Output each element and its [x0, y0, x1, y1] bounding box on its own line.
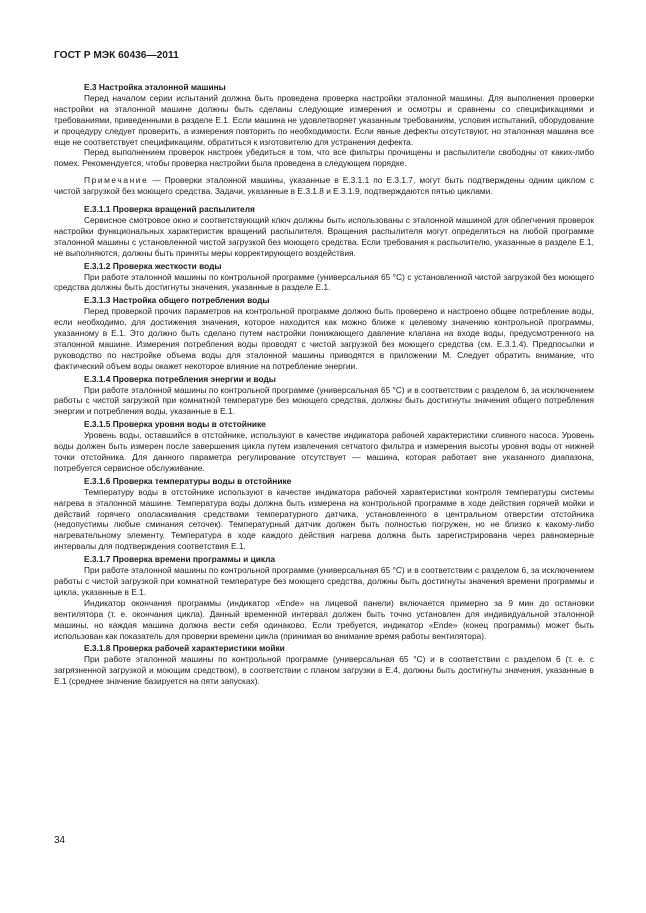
- body-paragraph: При работе эталонной машины по контрольной программе (универсальная 65 °С) и в соответствии с разделом 6 (т. е. с загрязненной загрузкой и моющим средством), в соответствии с планом загрузки в Е.4, должны быть достигнуты значения, указанные в Е.1 (среднее значение базируется на пяти запусках).: [54, 654, 594, 687]
- section-heading: Е.3.1.3 Настройка общего потребления воды: [84, 295, 270, 306]
- section-heading: Е.3.1.5 Проверка уровня воды в отстойнике: [84, 419, 266, 430]
- body-paragraph: При работе эталонной машины по контрольной программе (универсальная 65 °С) и в соответствии с разделом 6, за исключением работы с чистой загрузкой при комнатной температуре без моющего средства, должны быть достигнуты значения общего потребления энергии и потребления воды, указанные в Е.1.: [54, 384, 594, 417]
- note-paragraph: [54, 175, 594, 197]
- standard-header: ГОСТ Р МЭК 60436—2011: [54, 50, 179, 61]
- note-label: Примечание: [84, 175, 149, 186]
- body-paragraph: Уровень воды, оставшийся в отстойнике, используют в качестве индикатора рабочей характеристики сливного насоса. Уровень воды должен быть измерен после завершения цикла путем извлечения сетчатого фильтра и измерения высоты уровня воды от нижней точки отстойника. Для данного параметра регулирование отсутствует — машина, которая работает вне указанного диапазона, потребуется сервисное обслуживание.: [54, 430, 594, 473]
- body-paragraph: Перед выполнением проверок настроек убедиться в том, что все фильтры прочищены и распылители свободны от каких-либо помех. Рекомендуется, чтобы проверка настройки была проведена в следующем порядке.: [54, 147, 594, 169]
- section-heading: Е.3.1.8 Проверка рабочей характеристики мойки: [84, 643, 285, 654]
- body-paragraph: Индикатор окончания программы (индикатор «Ende» на лицевой панели) включается примерно за 9 мин до остановки вентилятора (т. е. окончания цикла). Данный временной интервал должен быть точно установлен для индивидуальной эталонной машины, но каждая машина должна вести себя одинаково. Если требуется, индикатор «Ende» (конец программы) может быть использован как показатель для проверки времени цикла (принимая во внимание время работы вентилятора).: [54, 597, 594, 641]
- section-heading: Е.3.1.6 Проверка температуры воды в отстойнике: [84, 475, 292, 486]
- body-paragraph: Температуру воды в отстойнике используют в качестве индикатора рабочей характеристики контроля температуры системы нагрева в эталонной машине. Температура воды должна быть измерена на контрольной программе в ходе действия горячей мойки и действий горячего ополаскивания средствами температурного датчика, установленного в центральном отверстии отстойника (недопустимы любые сминания сеточек). Температурный датчик должен быть полностью погружен, но не близко к какому-либо нагревательному элементу. Температура в ходе каждого действия нагрева должна быть зарегистрирована через равномерные интервалы для подтверждения соответствия Е.1.: [54, 486, 594, 552]
- document-body: [54, 80, 594, 687]
- body-paragraph: Перед проверкой прочих параметров на контрольной программе должно быть проверено и настроено общее потребление воды, если необходимо, для достижения значения, которое находится как можно ближе к целевому значению контрольной программы, указанному в Е.1. Это должно быть сделано путем настройки понижающего давление клапана на входе воды, предусмотренного на эталонной машине. Измерения потребления воды проводят с чистой загрузкой без моющего средства (см. Е.3.1.4). Предпосылки и руководство по настройке объема воды для эталонной машины приводятся в приложении М. Следует обратить внимание, что фактический объем воды окажет некоторое влияние на потребление энергии.: [54, 306, 594, 371]
- section-heading: Е.3 Настройка эталонной машины: [84, 82, 226, 92]
- section-heading: Е.3.1.1 Проверка вращений распылителя: [84, 204, 255, 215]
- section-heading: Е.3.1.2 Проверка жесткости воды: [84, 260, 222, 271]
- section-heading: Е.3.1.4 Проверка потребления энергии и воды: [84, 373, 276, 384]
- page-number: 34: [54, 835, 66, 846]
- section-heading: Е.3.1.7 Проверка времени программы и цикла: [84, 554, 276, 565]
- body-paragraph: При работе эталонной машины по контрольной программе (универсальная 65 °С) и в соответствии с разделом 6, за исключением работы с чистой загрузкой при комнатной температуре без моющего средства, должны быть достигнуты значения времени программы и цикла, указанные в Е.1.: [54, 565, 594, 597]
- note-text: — Проверки эталонной машины, указанные в Е.3.1.1 по Е.3.1.7, могут быть подтверждены одним циклом с чистой загрузкой без моющего средства. Задачи, указанные в Е.3.1.8 и Е.3.1.9, подтверждаются пятью циклами.: [54, 175, 594, 197]
- spacer: [54, 197, 594, 202]
- body-paragraph: Сервисное смотровое окно и соответствующий ключ должны быть использованы с эталонной машиной для облегчения проверок настройки функциональных характеристик вращений распылителя. Вращения распылителя могут определяться на любой программе эталонной машины с установленной чистой загрузкой без моющего средства. Если требования к распылителю, указанные в разделе Е.1, не выполняются, должны быть приняты меры корректирующего воздействия.: [54, 214, 594, 258]
- body-paragraph: При работе эталонной машины по контрольной программе (универсальная 65 °С) с установленной чистой загрузкой без моющего средства должны быть достигнуты значения, указанные в разделе Е.1.: [54, 271, 594, 293]
- body-paragraph: Перед началом серии испытаний должна быть проведена проверка настройки эталонной машины. Для выполнения проверки настройки на эталонной машине должны быть сделаны следующие измерения и осмотры и сравнены со спецификациями и требованиями, приведенными в разделе Е.1. Если машина не удовлетворяет указанным требованиям, условия испытаний, оборудование и процедуру следует проверить, а измерения повторить по необходимости. Если явные дефекты отсутствуют, но эталонная машина все еще не соответствует спецификациям, обратиться к изготовителю для устранения дефекта.: [54, 92, 594, 147]
